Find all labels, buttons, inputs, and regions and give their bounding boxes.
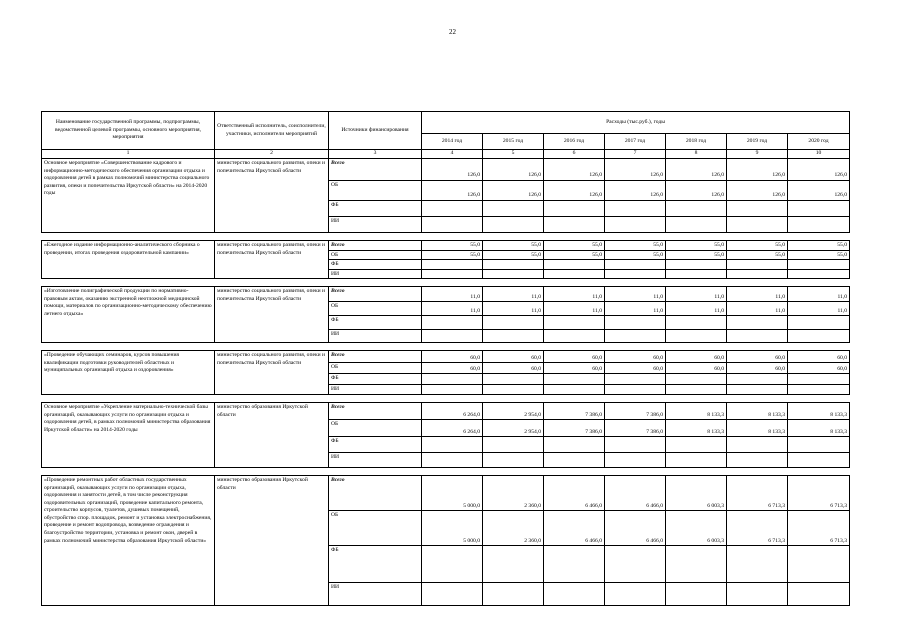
amount-cell: 55,0 <box>605 250 666 260</box>
amount-cell: 55,0 <box>788 250 850 260</box>
amount-cell <box>483 583 544 606</box>
amount-cell <box>544 583 605 606</box>
header-year: 2020 год <box>788 134 850 150</box>
amount-cell: 60,0 <box>666 363 727 374</box>
amount-cell: 6 264,0 <box>422 403 483 420</box>
amount-cell: 126,0 <box>788 181 850 201</box>
amount-cell: 6 466,0 <box>544 476 605 511</box>
funding-source: Всего <box>329 403 422 420</box>
amount-cell: 126,0 <box>788 159 850 181</box>
amount-cell: 7 386,0 <box>544 420 605 437</box>
amount-cell <box>422 316 483 330</box>
activity-name: «Проведение обучающих семинаров, курсов повышения квалификации подготовки руководителей областных и муниципальных организаций отдыха и оздоровления» <box>42 351 215 395</box>
amount-cell <box>788 374 850 385</box>
header-funding-source: Источники финансирования <box>329 112 422 150</box>
amount-cell: 126,0 <box>605 181 666 201</box>
amount-cell <box>422 385 483 395</box>
amount-cell: 6 713,3 <box>727 511 788 546</box>
amount-cell: 11,0 <box>544 287 605 302</box>
amount-cell <box>422 546 483 583</box>
amount-cell <box>788 201 850 217</box>
amount-cell: 126,0 <box>544 159 605 181</box>
amount-cell: 126,0 <box>727 159 788 181</box>
column-number: 6 <box>544 150 605 159</box>
amount-cell <box>483 201 544 217</box>
amount-cell: 11,0 <box>666 287 727 302</box>
column-number: 5 <box>483 150 544 159</box>
amount-cell <box>605 217 666 233</box>
amount-cell <box>483 437 544 453</box>
amount-cell <box>605 583 666 606</box>
amount-cell: 6 713,3 <box>788 476 850 511</box>
activity-name: «Проведение ремонтных работ областных государственных организаций, оказывающих услуги по организации отдыха, оздоровления и занятости детей, в том числе реконструкция оздоровительных организаций, проведение капитального ремонта, строительство корпусов, туалетов, душевых помещений, обустройство спор. площадок, ремонт и установка электроснабжения, проведение и ремонт водопровода, возведение ограждения и благоустройство территории, установка и ремонт окон, дверей в рамках полномочий министерства образования Иркутской области» <box>42 476 215 606</box>
amount-cell <box>727 453 788 468</box>
header-year: 2014 год <box>422 134 483 150</box>
amount-cell <box>666 316 727 330</box>
amount-cell: 55,0 <box>727 241 788 251</box>
column-number: 7 <box>605 150 666 159</box>
amount-cell: 55,0 <box>666 250 727 260</box>
table-row <box>42 241 850 251</box>
amount-cell: 7 386,0 <box>544 403 605 420</box>
amount-cell <box>727 437 788 453</box>
funding-source: ОБ <box>329 250 422 260</box>
amount-cell <box>788 269 850 279</box>
amount-cell <box>727 260 788 270</box>
amount-cell <box>666 583 727 606</box>
amount-cell: 126,0 <box>544 181 605 201</box>
amount-cell <box>483 546 544 583</box>
amount-cell <box>483 330 544 343</box>
amount-cell <box>605 201 666 217</box>
amount-cell <box>727 583 788 606</box>
amount-cell: 126,0 <box>422 159 483 181</box>
amount-cell: 126,0 <box>666 181 727 201</box>
amount-cell <box>483 260 544 270</box>
amount-cell <box>605 260 666 270</box>
amount-cell: 60,0 <box>422 363 483 374</box>
amount-cell <box>788 453 850 468</box>
amount-cell <box>727 269 788 279</box>
responsible-executor: министерство социального развития, опеки и попечительства Иркутской области <box>215 159 329 233</box>
amount-cell: 60,0 <box>483 363 544 374</box>
amount-cell <box>788 217 850 233</box>
header-expenses: Расходы (тыс.руб.), годы <box>422 112 850 134</box>
amount-cell <box>727 374 788 385</box>
amount-cell <box>788 437 850 453</box>
amount-cell <box>605 316 666 330</box>
amount-cell: 60,0 <box>605 351 666 363</box>
header-year: 2015 год <box>483 134 544 150</box>
amount-cell: 8 133,3 <box>666 420 727 437</box>
amount-cell <box>422 201 483 217</box>
funding-source: Всего <box>329 241 422 251</box>
amount-cell <box>544 546 605 583</box>
row-spacer <box>42 279 850 287</box>
amount-cell: 2 954,0 <box>483 403 544 420</box>
header-year: 2016 год <box>544 134 605 150</box>
amount-cell <box>544 269 605 279</box>
amount-cell <box>605 453 666 468</box>
amount-cell: 60,0 <box>727 363 788 374</box>
amount-cell <box>544 330 605 343</box>
amount-cell: 55,0 <box>544 250 605 260</box>
amount-cell: 60,0 <box>422 351 483 363</box>
amount-cell: 6 466,0 <box>605 476 666 511</box>
amount-cell <box>727 546 788 583</box>
amount-cell <box>666 374 727 385</box>
funding-source: Всего <box>329 476 422 511</box>
amount-cell <box>483 269 544 279</box>
amount-cell <box>605 546 666 583</box>
amount-cell <box>666 269 727 279</box>
column-number: 8 <box>666 150 727 159</box>
spacer-cell <box>42 343 850 351</box>
amount-cell <box>483 217 544 233</box>
amount-cell: 6 466,0 <box>544 511 605 546</box>
funding-source: ФБ <box>329 374 422 385</box>
amount-cell: 126,0 <box>727 181 788 201</box>
activity-name: «Изготовление полиграфической продукции по нормативно-правовым актам, оказанию экстренной неотложной медицинской помощи, материалов по организационно-методическому обеспечению летнего отдыха» <box>42 287 215 343</box>
amount-cell <box>422 269 483 279</box>
amount-cell <box>727 217 788 233</box>
amount-cell: 11,0 <box>666 302 727 316</box>
amount-cell <box>605 437 666 453</box>
amount-cell: 55,0 <box>483 250 544 260</box>
amount-cell: 6 713,3 <box>727 476 788 511</box>
amount-cell: 8 133,3 <box>666 403 727 420</box>
amount-cell <box>727 330 788 343</box>
amount-cell <box>788 583 850 606</box>
funding-source: ИИ <box>329 217 422 233</box>
responsible-executor: министерство социального развития, опеки и попечительства Иркутской области <box>215 287 329 343</box>
amount-cell <box>422 453 483 468</box>
spacer-cell <box>42 395 850 403</box>
amount-cell: 11,0 <box>788 287 850 302</box>
amount-cell <box>788 330 850 343</box>
amount-cell: 2 360,0 <box>483 511 544 546</box>
table-row <box>42 403 850 420</box>
table-row <box>42 159 850 181</box>
amount-cell: 5 000,0 <box>422 476 483 511</box>
amount-cell <box>544 437 605 453</box>
budget-table <box>41 111 850 606</box>
amount-cell: 126,0 <box>483 181 544 201</box>
amount-cell: 55,0 <box>422 241 483 251</box>
column-number: 2 <box>215 150 329 159</box>
amount-cell: 55,0 <box>727 250 788 260</box>
amount-cell: 7 386,0 <box>605 403 666 420</box>
amount-cell: 8 133,3 <box>788 403 850 420</box>
amount-cell: 6 264,0 <box>422 420 483 437</box>
header-year: 2018 год <box>666 134 727 150</box>
funding-source: ФБ <box>329 316 422 330</box>
amount-cell: 60,0 <box>544 363 605 374</box>
amount-cell: 2 954,0 <box>483 420 544 437</box>
amount-cell <box>483 453 544 468</box>
amount-cell <box>666 217 727 233</box>
amount-cell: 6 003,3 <box>666 476 727 511</box>
amount-cell <box>422 374 483 385</box>
funding-source: Всего <box>329 159 422 181</box>
amount-cell: 126,0 <box>483 159 544 181</box>
amount-cell: 55,0 <box>483 241 544 251</box>
table-row <box>42 476 850 511</box>
funding-source: ФБ <box>329 437 422 453</box>
funding-source: ФБ <box>329 201 422 217</box>
column-number: 4 <box>422 150 483 159</box>
amount-cell: 11,0 <box>483 302 544 316</box>
column-number: 10 <box>788 150 850 159</box>
amount-cell <box>666 260 727 270</box>
funding-source: ИИ <box>329 330 422 343</box>
amount-cell: 60,0 <box>544 351 605 363</box>
row-spacer <box>42 395 850 403</box>
row-spacer <box>42 233 850 241</box>
amount-cell <box>605 385 666 395</box>
amount-cell <box>483 374 544 385</box>
funding-source: Всего <box>329 287 422 302</box>
header-responsible: Ответственный исполнитель, соисполнители, участники, исполнители мероприятий <box>215 112 329 150</box>
funding-source: ОБ <box>329 363 422 374</box>
funding-source: ФБ <box>329 546 422 583</box>
funding-source: ФБ <box>329 260 422 270</box>
amount-cell: 8 133,3 <box>727 420 788 437</box>
amount-cell <box>544 453 605 468</box>
responsible-executor: министерство образования Иркутской области <box>215 476 329 606</box>
amount-cell <box>544 385 605 395</box>
row-spacer <box>42 343 850 351</box>
amount-cell <box>788 385 850 395</box>
table-row <box>42 287 850 302</box>
amount-cell <box>666 330 727 343</box>
amount-cell <box>422 330 483 343</box>
amount-cell: 126,0 <box>666 159 727 181</box>
activity-name: Основное мероприятие «Совершенствование кадрового и информационно-методического обеспечения организации отдыха и оздоровления детей в рамках полномочий министерства социального развития, опеки и попечительства Иркутской области» на 2014-2020 годы <box>42 159 215 233</box>
amount-cell <box>727 201 788 217</box>
funding-source: ИИ <box>329 269 422 279</box>
amount-cell <box>422 583 483 606</box>
amount-cell: 7 386,0 <box>605 420 666 437</box>
column-number: 3 <box>329 150 422 159</box>
amount-cell <box>666 385 727 395</box>
amount-cell: 60,0 <box>788 351 850 363</box>
funding-source: ОБ <box>329 302 422 316</box>
amount-cell: 11,0 <box>727 302 788 316</box>
amount-cell <box>788 546 850 583</box>
spacer-cell <box>42 279 850 287</box>
amount-cell <box>788 316 850 330</box>
amount-cell: 11,0 <box>422 302 483 316</box>
funding-source: Всего <box>329 351 422 363</box>
header-year: 2017 год <box>605 134 666 150</box>
amount-cell <box>666 453 727 468</box>
page-number: 22 <box>449 28 456 36</box>
amount-cell <box>483 385 544 395</box>
responsible-executor: министерство образования Иркутской области <box>215 403 329 468</box>
header-year: 2019 год <box>727 134 788 150</box>
amount-cell: 6 003,3 <box>666 511 727 546</box>
column-number: 1 <box>42 150 215 159</box>
amount-cell <box>727 385 788 395</box>
amount-cell: 8 133,3 <box>727 403 788 420</box>
amount-cell <box>544 316 605 330</box>
amount-cell <box>422 260 483 270</box>
amount-cell: 8 133,3 <box>788 420 850 437</box>
amount-cell: 6 713,3 <box>788 511 850 546</box>
amount-cell: 55,0 <box>666 241 727 251</box>
amount-cell <box>605 330 666 343</box>
amount-cell <box>666 437 727 453</box>
activity-name: Основное мероприятие «Укрепление материально-технической базы организаций, оказывающих услуги по организации отдыха и оздоровления детей, в рамках полномочий министерства образования Иркутской области» на 2014-2020 годы <box>42 403 215 468</box>
amount-cell <box>422 217 483 233</box>
amount-cell <box>483 316 544 330</box>
amount-cell <box>544 201 605 217</box>
amount-cell: 55,0 <box>605 241 666 251</box>
table-row <box>42 351 850 363</box>
amount-cell: 11,0 <box>605 287 666 302</box>
responsible-executor: министерство социального развития, опеки и попечительства Иркутской области <box>215 241 329 279</box>
amount-cell <box>544 217 605 233</box>
amount-cell: 55,0 <box>422 250 483 260</box>
amount-cell: 60,0 <box>727 351 788 363</box>
amount-cell: 11,0 <box>605 302 666 316</box>
amount-cell: 60,0 <box>788 363 850 374</box>
amount-cell: 60,0 <box>483 351 544 363</box>
funding-source: ИИ <box>329 385 422 395</box>
spacer-cell <box>42 233 850 241</box>
funding-source: ИИ <box>329 453 422 468</box>
amount-cell: 60,0 <box>666 351 727 363</box>
amount-cell: 11,0 <box>422 287 483 302</box>
amount-cell <box>544 260 605 270</box>
amount-cell: 126,0 <box>605 159 666 181</box>
activity-name: «Ежегодное издание информационно-аналитического сборника о проведении, итогах проведения оздоровительной кампании» <box>42 241 215 279</box>
spacer-cell <box>42 468 850 476</box>
funding-source: ИИ <box>329 583 422 606</box>
amount-cell: 5 000,0 <box>422 511 483 546</box>
funding-source: ОБ <box>329 181 422 201</box>
funding-source: ОБ <box>329 420 422 437</box>
column-number: 9 <box>727 150 788 159</box>
amount-cell: 6 466,0 <box>605 511 666 546</box>
responsible-executor: министерство социального развития, опеки и попечительства Иркутской области <box>215 351 329 395</box>
amount-cell <box>605 374 666 385</box>
amount-cell: 55,0 <box>544 241 605 251</box>
amount-cell <box>666 201 727 217</box>
amount-cell: 2 360,0 <box>483 476 544 511</box>
amount-cell: 55,0 <box>788 241 850 251</box>
amount-cell: 126,0 <box>422 181 483 201</box>
funding-source: ОБ <box>329 511 422 546</box>
amount-cell <box>544 374 605 385</box>
amount-cell <box>666 546 727 583</box>
amount-cell: 11,0 <box>788 302 850 316</box>
amount-cell: 11,0 <box>727 287 788 302</box>
header-program-name: Наименование государственной программы, подпрограммы, ведомственной целевой программы, основного мероприятия, мероприятия <box>42 112 215 150</box>
amount-cell <box>605 269 666 279</box>
amount-cell: 11,0 <box>544 302 605 316</box>
amount-cell <box>422 437 483 453</box>
amount-cell: 11,0 <box>483 287 544 302</box>
amount-cell <box>788 260 850 270</box>
amount-cell: 60,0 <box>605 363 666 374</box>
row-spacer <box>42 468 850 476</box>
amount-cell <box>727 316 788 330</box>
